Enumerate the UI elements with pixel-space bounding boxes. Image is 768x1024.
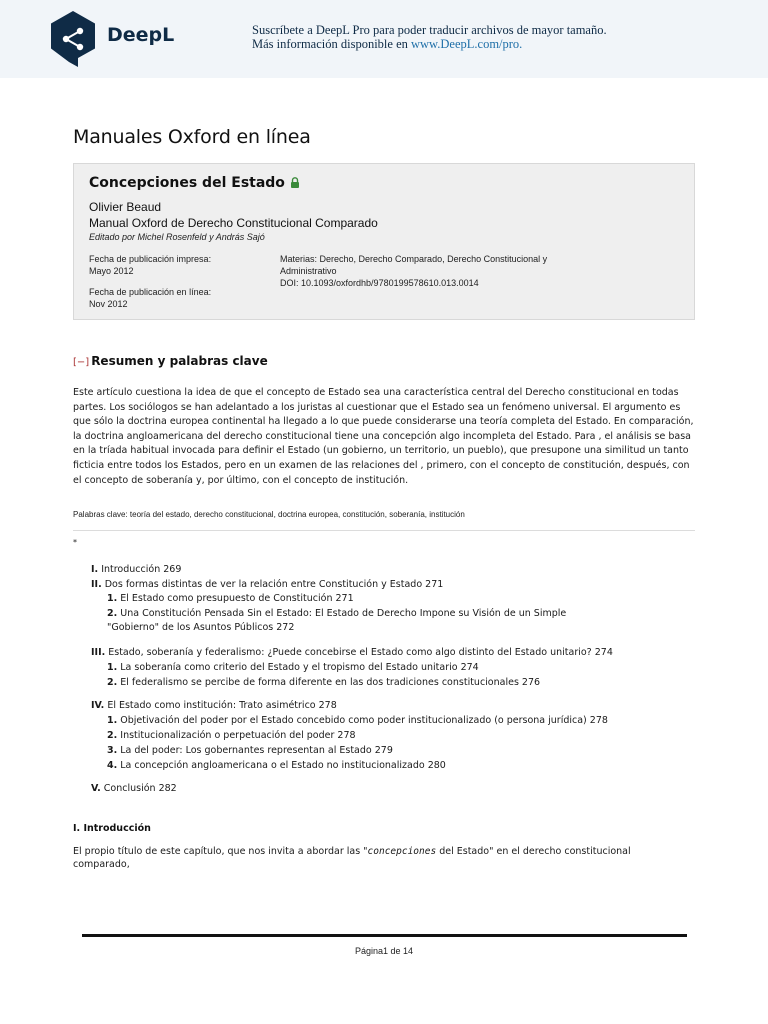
footer-rule	[82, 934, 687, 937]
toc-number: 2.	[107, 677, 118, 688]
intro-paragraph	[73, 846, 673, 871]
intro-heading: I. Introducción	[73, 823, 151, 834]
toc-number: 2.	[107, 730, 118, 741]
toc-number: 4.	[107, 760, 118, 771]
toc-text: La concepción angloamericana o el Estado no institucionalizado 280	[120, 760, 446, 771]
toc-number: 1.	[107, 662, 118, 673]
toc-number: III.	[91, 647, 106, 658]
banner-message	[252, 23, 607, 51]
page-title: Manuales Oxford en línea	[73, 126, 311, 148]
intro-text-after: del Estado" en el derecho constitucional comparado,	[73, 846, 631, 870]
toc-subitem[interactable]	[107, 608, 566, 619]
toc-subitem-continued[interactable]	[107, 622, 294, 633]
page-number: Página1 de 14	[354, 946, 414, 956]
toc-subitem[interactable]	[107, 715, 608, 726]
abstract-text: Este artículo cuestiona la idea de que el concepto de Estado sea una característica central del Derecho constitucional en todas partes. Los sociólogos se han adelantado a los juristas al cuestionar que el Estado sea un fenómeno universal. El argumento es que sólo la doctrina europea continental ha llegado a lo que puede considerarse una teoría completa del Estado. En comparación, la doctrina angloamericana del derecho constitucional tiene una concepción algo incompleta del Estado. Para , el análisis se basa en la tríada habitual invocada para definir el Estado (un gobierno, un territorio, un pueblo), que presupone una similitud un tanto ficticia entre todos los Estados, pero en un examen de las relaciones del , primero, con el concepto de constitución, después, con el concepto de soberanía y, por último, con el concepto de institución.	[73, 387, 694, 486]
print-date-label: Fecha de publicación impresa:	[89, 254, 212, 264]
toc-subitem[interactable]	[107, 662, 479, 673]
toc-text: La del poder: Los gobernantes representan al Estado 279	[120, 745, 393, 756]
abstract-heading-text: Resumen y palabras clave	[91, 354, 268, 368]
lock-icon	[290, 177, 300, 188]
keywords: Palabras clave: teoría del estado, derecho constitucional, doctrina europea, constitución, soberanía, institución	[73, 510, 465, 519]
intro-text-emphasis: concepciones	[367, 846, 437, 857]
online-date-label: Fecha de publicación en línea:	[89, 287, 212, 297]
subjects-block	[280, 253, 580, 289]
toc-text: Dos formas distintas de ver la relación entre Constitución y Estado 271	[104, 579, 444, 590]
doi[interactable]: DOI: 10.1093/oxfordhb/9780199578610.013.0014	[280, 278, 479, 288]
toc-text: Estado, soberanía y federalismo: ¿Puede concebirse el Estado como algo distinto del Estado unitario? 274	[108, 647, 613, 658]
toc-subitem[interactable]	[107, 760, 446, 771]
toc-text: "Gobierno" de los Asuntos Públicos 272	[107, 622, 295, 633]
toc-number: IV.	[91, 700, 105, 711]
toc-number: 1.	[107, 715, 118, 726]
book-editors: Editado por Michel Rosenfeld y András Sajó	[89, 232, 265, 242]
book-title[interactable]: Manual Oxford de Derecho Constitucional Comparado	[89, 216, 378, 230]
banner-line-1: Suscríbete a DeepL Pro para poder traducir archivos de mayor tamaño.	[252, 23, 607, 37]
toc-subitem[interactable]	[107, 745, 393, 756]
article-author[interactable]: Olivier Beaud	[89, 200, 162, 214]
toc-subitem[interactable]	[107, 730, 356, 741]
toc-text: Objetivación del poder por el Estado concebido como poder institucionalizado (o persona jurídica) 278	[120, 715, 608, 726]
article-metadata-box	[73, 163, 695, 320]
toc-item[interactable]	[91, 783, 177, 794]
toc-item[interactable]	[91, 700, 337, 711]
toc-text: Una Constitución Pensada Sin el Estado: El Estado de Derecho Impone su Visión de un Simple	[120, 608, 567, 619]
footnote-star: *	[73, 538, 77, 547]
collapse-toggle-icon[interactable]: [−]	[73, 357, 90, 368]
toc-number: 2.	[107, 608, 118, 619]
toc-text: La soberanía como criterio del Estado y el tropismo del Estado unitario 274	[120, 662, 479, 673]
toc-number: I.	[91, 564, 99, 575]
divider	[73, 530, 695, 531]
subjects-line-1: Materias: Derecho, Derecho Comparado, Derecho Constitucional y	[280, 254, 548, 264]
abstract-heading	[73, 354, 268, 368]
toc-number: V.	[91, 783, 101, 794]
deepl-pro-link[interactable]: www.DeepL.com/pro.	[411, 37, 523, 51]
toc-text: El Estado como institución: Trato asimétrico 278	[107, 700, 337, 711]
toc-text: Introducción 269	[101, 564, 182, 575]
subjects-line-2: Administrativo	[280, 266, 337, 276]
deepl-logo-icon[interactable]	[48, 10, 98, 68]
article-title-text: Concepciones del Estado	[89, 175, 285, 191]
toc-text: El federalismo se percibe de forma diferente en las dos tradiciones constitucionales 276	[120, 677, 541, 688]
toc-text: El Estado como presupuesto de Constitución 271	[120, 593, 354, 604]
toc-number: 1.	[107, 593, 118, 604]
intro-text-before: El propio título de este capítulo, que nos invita a abordar las "	[73, 846, 368, 857]
banner-line-2-prefix: Más información disponible en	[252, 37, 411, 51]
toc-number: 3.	[107, 745, 118, 756]
toc-item[interactable]	[91, 564, 181, 575]
article-title	[89, 175, 300, 191]
toc-subitem[interactable]	[107, 593, 354, 604]
toc-text: Conclusión 282	[103, 783, 177, 794]
toc-text: Institucionalización o perpetuación del poder 278	[120, 730, 356, 741]
online-publication	[89, 286, 211, 310]
toc-item[interactable]	[91, 579, 443, 590]
toc-item[interactable]	[91, 647, 613, 658]
banner-line-2	[252, 37, 607, 51]
online-date: Nov 2012	[89, 299, 128, 309]
toc-number: II.	[91, 579, 102, 590]
print-publication	[89, 253, 211, 277]
print-date: Mayo 2012	[89, 266, 134, 276]
toc-subitem[interactable]	[107, 677, 540, 688]
deepl-banner	[0, 0, 768, 78]
deepl-logo-text[interactable]: DeepL	[107, 24, 175, 46]
